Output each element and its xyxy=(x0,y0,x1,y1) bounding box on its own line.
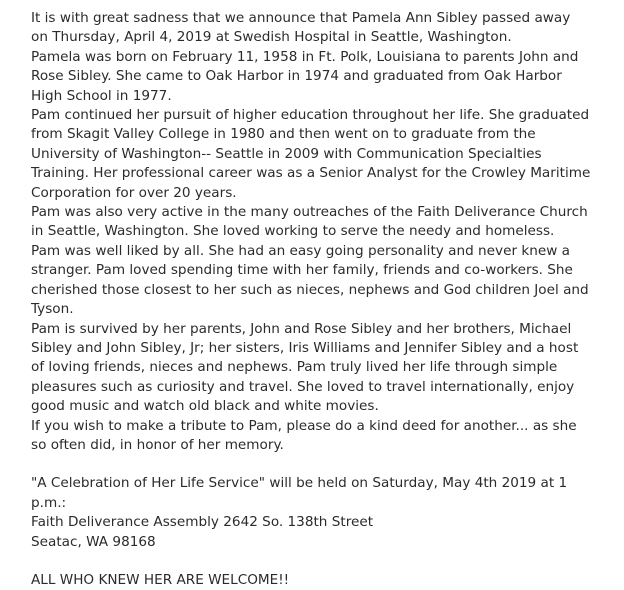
service-city: Seatac, WA 98168 xyxy=(31,533,156,550)
spacer xyxy=(31,552,591,571)
paragraph-tribute: If you wish to make a tribute to Pam, please do a kind deed for another... as she so often did, in honor of her memory. xyxy=(31,417,577,453)
obituary-text xyxy=(31,9,591,590)
paragraph-birth: Pamela was born on February 11, 1958 in Ft. Polk, Louisiana to parents John and Rose Sibley. She came to Oak Harbor in 1974 and graduated from Oak Harbor High School in 1977. xyxy=(31,48,579,104)
spacer xyxy=(31,455,591,474)
closing-line: ALL WHO KNEW HER ARE WELCOME!! xyxy=(31,571,290,588)
paragraph-survivors: Pam is survived by her parents, John and Rose Sibley and her brothers, Michael Sibley and John Sibley, Jr; her sisters, Iris Williams and Jennifer Sibley and a host of loving friends, nieces and nephews. Pam truly lived her life through simple pleasures such as curiosity and travel. She loved to travel internationally, enjoy good music and watch old black and white movies. xyxy=(31,320,579,415)
paragraph-education: Pam continued her pursuit of higher education throughout her life. She graduated from Skagit Valley College in 1980 and then went on to graduate from the University of Washington-- Seattle in 2009 with Communication Specialties Training. Her professional career was as a Senior Analyst for the Crowley Maritime Corporation for over 20 years. xyxy=(31,107,591,201)
service-announcement: "A Celebration of Her Life Service" will be held on Saturday, May 4th 2019 at 1 p.m.: xyxy=(31,475,568,511)
paragraph-church: Pam was also very active in the many outreaches of the Faith Deliverance Church in Seattle, Washington. She loved working to serve the needy and homeless. xyxy=(31,204,588,240)
service-venue: Faith Deliverance Assembly 2642 So. 138th Street xyxy=(31,514,374,531)
paragraph-personality: Pam was well liked by all. She had an easy going personality and never knew a stranger. Pam loved spending time with her family, friends and co-workers. She cherished those closest to her such as nieces, nephews and God children Joel and Tyson. xyxy=(31,242,589,318)
paragraph-announcement: It is with great sadness that we announce that Pamela Ann Sibley passed away on Thursday, April 4, 2019 at Swedish Hospital in Seattle, Washington. xyxy=(31,10,571,46)
